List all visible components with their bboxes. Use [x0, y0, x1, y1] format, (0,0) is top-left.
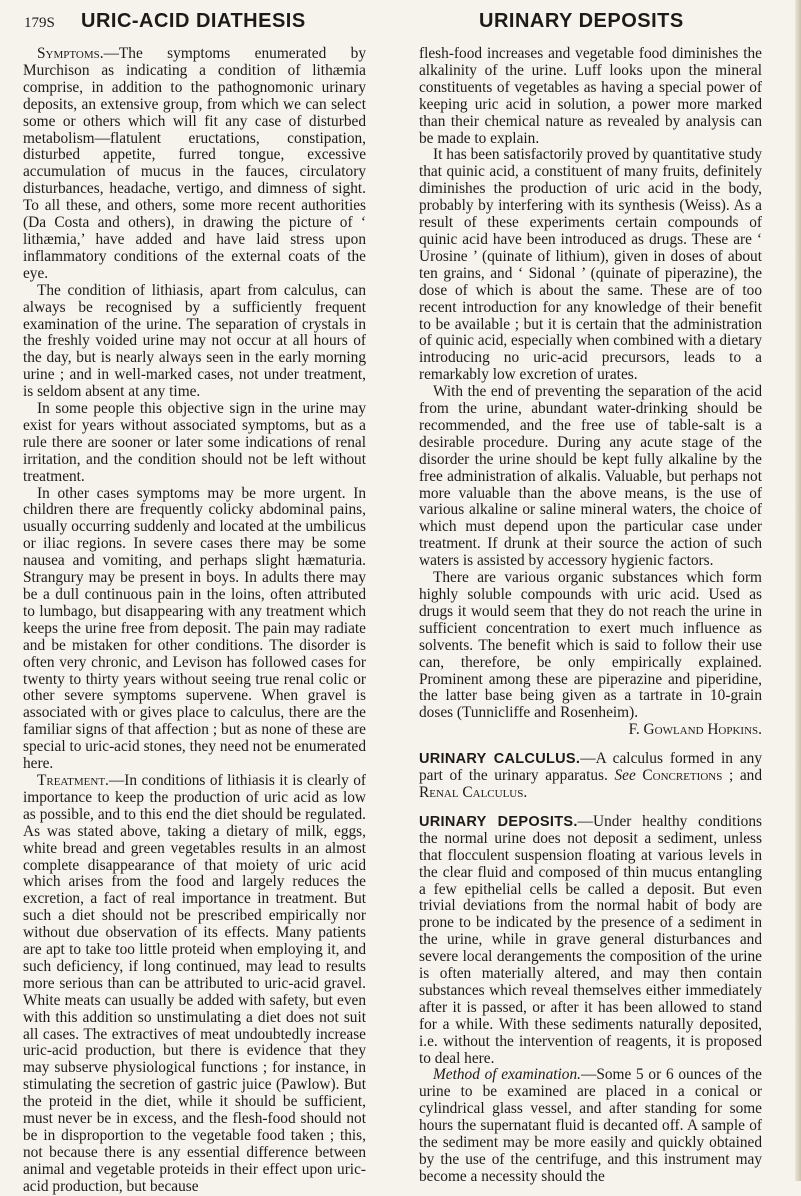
paragraph-treatment	[23, 773, 366, 1196]
paragraph-text: —In conditions of lithiasis it is clearly of importance to keep the production of uric acid as low as possible, and to this end the diet should be regulated. As was stated above, taking a dietary of milk, eggs, white bread and green vegetables results in an almost complete disappearance of that moiety of uric acid which arises from the food and largely reduces the excretion, a fact of real importance in treatment. But such a diet should not be prescribed empirically nor without due observation of its effects. Many patients are apt to take too little proteid when employing it, and such deficiency, if long continued, may lead to results more serious than can be attributed to uric-acid gravel. White meats can usually be added with safety, but even with this addition so unstimulating a diet does not suit all cases. The extractives of meat undoubtedly increase uric-acid production, but there is evidence that they may subserve physiological functions ; for instance, in stimulating the secretion of gastric juice (Pawlow). But the proteid in the diet, while it should be sufficient, must never be in excess, and the flesh-food should not be in disproportion to the vegetable food taken ; this, not because there is any essential difference between animal and vegetable proteids in their effect upon uric-acid production, but because	[23, 771, 366, 1195]
page-number: 179S	[24, 15, 55, 31]
paragraph: With the end of preventing the separation of the acid from the urine, abundant water-drinking should be recommended, and the free use of table-salt is a desirable procedure. During any acute stage of the disorder the urine should be kept fully alkaline by the free administration of alkalis. Valuable, but perhaps not more valuable than the above means, is the use of various alkaline or saline mineral waters, the choice of which must depend upon the particular case under treatment. If drunk at their source the action of such waters is assisted by accessory hygienic factors.	[419, 383, 762, 570]
entry-heading: URINARY CALCULUS.	[419, 751, 581, 768]
entry-urinary-deposits	[419, 814, 762, 1068]
paragraph-symptoms	[23, 46, 366, 283]
page-edge	[795, 0, 801, 1181]
entry-text: —A calculus formed in any part of the urinary apparatus.	[419, 750, 762, 785]
section-lead-treatment: Treatment.	[37, 771, 109, 789]
right-column	[419, 46, 762, 1186]
signature-text: F. Gowland Hopkins.	[628, 721, 762, 739]
paragraph: flesh-food increases and vegetable food diminishes the alkalinity of the urine. Luff looks upon the mineral constituents of vegetables as having a special power of keeping uric acid in solution, a power more marked than their chemical nature as revealed by analysis can be made to explain.	[419, 45, 762, 147]
section-lead-symptoms: Symptoms.	[37, 45, 104, 62]
running-head-right: URINARY DEPOSITS	[479, 10, 684, 32]
subsection-lead: Method of examination.	[433, 1066, 581, 1084]
entry-urinary-calculus	[419, 751, 762, 802]
paragraph: There are various organic substances which form highly soluble compounds with uric acid. Used as drugs it would seem that they do not reach the urine in sufficient concentration to exert much influence as solvents. The benefit which is said to follow their use can, therefore, be only empirically explained. Prominent among these are piperazine and piperidine, the latter base being given as a tartrate in 10-grain doses (Tunnicliffe and Rosenheim).	[419, 569, 762, 722]
paragraph: In other cases symptoms may be more urgent. In children there are frequently colicky abdominal pains, usually occurring suddenly and located at the umbilicus or iliac regions. In severe cases there may be some nausea and vomiting, and perhaps slight hæmaturia. Strangury may be present in boys. In adults there may be a dull continuous pain in the loins, often attributed to lumbago, but disappearing with any treatment which keeps the urine free from deposit. The pain may radiate and be mistaken for other conditions. The disorder is often very chronic, and Levison has followed cases for twenty to thirty years without seeing true renal colic or other severe symptoms supervene. When gravel is associated with or gives place to calculus, there are the familiar signs of that affection ; but as none of these are special to uric-acid stones, they need not be enumerated here.	[23, 484, 366, 773]
see-reference: See	[614, 767, 636, 785]
cross-reference: Renal Calculus.	[419, 783, 528, 801]
paragraph: The condition of lithiasis, apart from calculus, can always be recognised by a sufficiently frequent examination of the urine. The separation of crystals in the freshly voided urine may not occur at all hours of the day, but is nearly always seen in the early morning urine ; and in well-marked cases, not under treatment, is seldom absent at any time.	[23, 281, 366, 401]
author-signature	[419, 722, 762, 739]
paragraph: In some people this objective sign in the urine may exist for years without associated symptoms, but as a rule there are sooner or later some indications of renal irritation, and the condition should not be left without treatment.	[23, 400, 366, 485]
entry-heading: URINARY DEPOSITS.	[419, 813, 578, 830]
paragraph: It has been satisfactorily proved by quantitative study that quinic acid, a constituent of many fruits, definitely diminishes the production of uric acid in the body, probably by interfering with its synthesis (Weiss). As a result of these experiments certain compounds of quinic acid have been introduced as drugs. These are ‘ Urosine ’ (quinate of lithium), given in doses of about ten grains, and ‘ Sidonal ’ (quinate of piperazine), the dose of which is about the same. These are of too recent introduction for any knowledge of their benefit to be available ; but it is certain that the administration of quinic acid, especially when combined with a dietary introducing no uric-acid precursors, leads to a remarkably low excretion of urates.	[419, 146, 762, 384]
paragraph-method	[419, 1067, 762, 1185]
entry-text: —Under healthy conditions the normal urine does not deposit a sediment, unless that flocculent suspension floating at various levels in the clear fluid and composed of thin mucus entangling a few epithelial cells be called a deposit. But even trivial deviations from the normal habit of body are prone to be indicated by the presence of a sediment in the urine, while in grave general disturbances and severe local derangements the composition of the urine is often materially altered, and may then contain substances which reveal themselves either immediately after it is passed, or after it has been allowed to stand for a while. With these sediments naturally deposited, i.e. without the intervention of reagents, it is proposed to deal here.	[419, 812, 762, 1067]
entry-text: ; and	[722, 767, 763, 785]
left-column	[23, 46, 366, 1196]
cross-reference: Concretions	[642, 767, 723, 785]
running-head-left: URIC-ACID DIATHESIS	[81, 10, 306, 32]
page-header	[24, 8, 774, 34]
paragraph-text: —The symptoms enumerated by Murchison as indicating a condition of lithæmia comprise, in addition to the pathognomonic urinary deposits, an extensive group, from which we can select some or others which will fit any case of disturbed metabolism—flatulent eructations, constipation, disturbed appetite, furred tongue, excessive accumulation of mucus in the fauces, circulatory disturbances, headache, vertigo, and dimness of sight. To all these, and others, some more recent authorities (Da Costa and others), in drawing the picture of ‘ lithæmia,’ have added and have laid stress upon inflammatory conditions of the external coats of the eye.	[23, 45, 366, 282]
paragraph-text: —Some 5 or 6 ounces of the urine to be examined are placed in a conical or cylindrical glass vessel, and after standing for some hours the supernatant fluid is decanted off. A sample of the sediment may be more easily and quickly obtained by the use of the centrifuge, and this instrument may become a necessity should the	[419, 1066, 762, 1185]
